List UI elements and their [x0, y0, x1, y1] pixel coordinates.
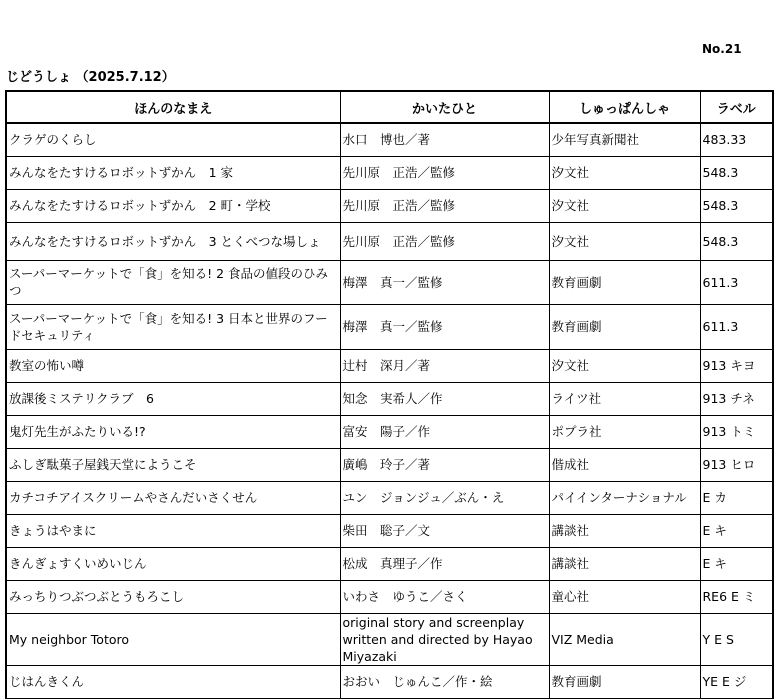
book-publisher: 教育画劇 [549, 304, 700, 349]
book-author: 先川原 正浩／監修 [340, 156, 549, 189]
table-row [6, 189, 773, 222]
table-row [6, 222, 773, 260]
book-title: ふしぎ駄菓子屋銭天堂にようこそ [6, 448, 340, 481]
book-title: スーパーマーケットで「食」を知る! 2 食品の値段のひみつ [6, 260, 340, 304]
table-row [6, 547, 773, 580]
book-title: スーパーマーケットで「食」を知る! 3 日本と世界のフードセキュリティ [6, 304, 340, 349]
book-title: みんなをたすけるロボットずかん 3 とくべつな場しょ [6, 222, 340, 260]
book-label: E キ [700, 547, 773, 580]
table-row [6, 260, 773, 304]
book-title: クラゲのくらし [6, 123, 340, 156]
book-publisher: 講談社 [549, 547, 700, 580]
table-row [6, 665, 773, 698]
book-label: E カ [700, 481, 773, 514]
book-publisher: 汐文社 [549, 349, 700, 382]
book-publisher: 汐文社 [549, 222, 700, 260]
table-row [6, 304, 773, 349]
table-row [6, 382, 773, 415]
book-title: みんなをたすけるロボットずかん 2 町・学校 [6, 189, 340, 222]
book-label: 913 キヨ [700, 349, 773, 382]
book-title: みんなをたすけるロボットずかん 1 家 [6, 156, 340, 189]
book-label: 913 トミ [700, 415, 773, 448]
book-publisher: ライツ社 [549, 382, 700, 415]
book-author: 柴田 聡子／文 [340, 514, 549, 547]
book-publisher: パイインターナショナル [549, 481, 700, 514]
book-title: きょうはやまに [6, 514, 340, 547]
book-author: 梅澤 真一／監修 [340, 260, 549, 304]
book-author: いわさ ゆうこ／さく [340, 580, 549, 613]
book-label: 913 チネ [700, 382, 773, 415]
book-label: 548.3 [700, 156, 773, 189]
book-publisher: 講談社 [549, 514, 700, 547]
book-label: Y E S [700, 613, 773, 665]
book-title: My neighbor Totoro [6, 613, 340, 665]
book-title: きんぎょすくいめいじん [6, 547, 340, 580]
table-row [6, 580, 773, 613]
book-author: 水口 博也／著 [340, 123, 549, 156]
book-author: 廣嶋 玲子／著 [340, 448, 549, 481]
book-author: 先川原 正浩／監修 [340, 222, 549, 260]
book-label: E キ [700, 514, 773, 547]
book-publisher: 少年写真新聞社 [549, 123, 700, 156]
book-label: 483.33 [700, 123, 773, 156]
table-row [6, 156, 773, 189]
book-publisher: 童心社 [549, 580, 700, 613]
book-title: じはんきくん [6, 665, 340, 698]
book-label: 611.3 [700, 304, 773, 349]
book-publisher: 教育画劇 [549, 260, 700, 304]
book-author: 先川原 正浩／監修 [340, 189, 549, 222]
book-title: 放課後ミステリクラブ 6 [6, 382, 340, 415]
book-author: おおい じゅんこ／作・絵 [340, 665, 549, 698]
book-list-table [5, 90, 774, 699]
header-title: ほんのなまえ [6, 91, 340, 123]
document-number: No.21 [702, 42, 742, 56]
book-label: 913 ヒロ [700, 448, 773, 481]
book-publisher: 汐文社 [549, 189, 700, 222]
book-publisher: 偕成社 [549, 448, 700, 481]
table-row [6, 349, 773, 382]
book-label: RE6 E ミ [700, 580, 773, 613]
header-author: かいたひと [340, 91, 549, 123]
header-label: ラベル [700, 91, 773, 123]
header-publisher: しゅっぱんしゃ [549, 91, 700, 123]
table-row [6, 415, 773, 448]
document-title: じどうしょ （2025.7.12） [6, 70, 175, 85]
table-header-row [6, 91, 773, 123]
book-author: original story and screenplay written and directed by Hayao Miyazaki [340, 613, 549, 665]
book-title: みっちりつぶつぶとうもろこし [6, 580, 340, 613]
book-label: 548.3 [700, 189, 773, 222]
book-publisher: 汐文社 [549, 156, 700, 189]
book-label: YE E ジ [700, 665, 773, 698]
table-row [6, 448, 773, 481]
book-author: 辻村 深月／著 [340, 349, 549, 382]
book-author: 富安 陽子／作 [340, 415, 549, 448]
book-label: 611.3 [700, 260, 773, 304]
book-publisher: VIZ Media [549, 613, 700, 665]
book-publisher: 教育画劇 [549, 665, 700, 698]
book-author: ユン ジョンジュ／ぶん・え [340, 481, 549, 514]
book-label: 548.3 [700, 222, 773, 260]
book-title: 鬼灯先生がふたりいる!? [6, 415, 340, 448]
table-row [6, 481, 773, 514]
book-author: 知念 実希人／作 [340, 382, 549, 415]
table-row [6, 514, 773, 547]
book-author: 松成 真理子／作 [340, 547, 549, 580]
table-row [6, 613, 773, 665]
table-row [6, 123, 773, 156]
book-publisher: ポプラ社 [549, 415, 700, 448]
book-author: 梅澤 真一／監修 [340, 304, 549, 349]
book-title: カチコチアイスクリームやさんだいさくせん [6, 481, 340, 514]
book-title: 教室の怖い噂 [6, 349, 340, 382]
